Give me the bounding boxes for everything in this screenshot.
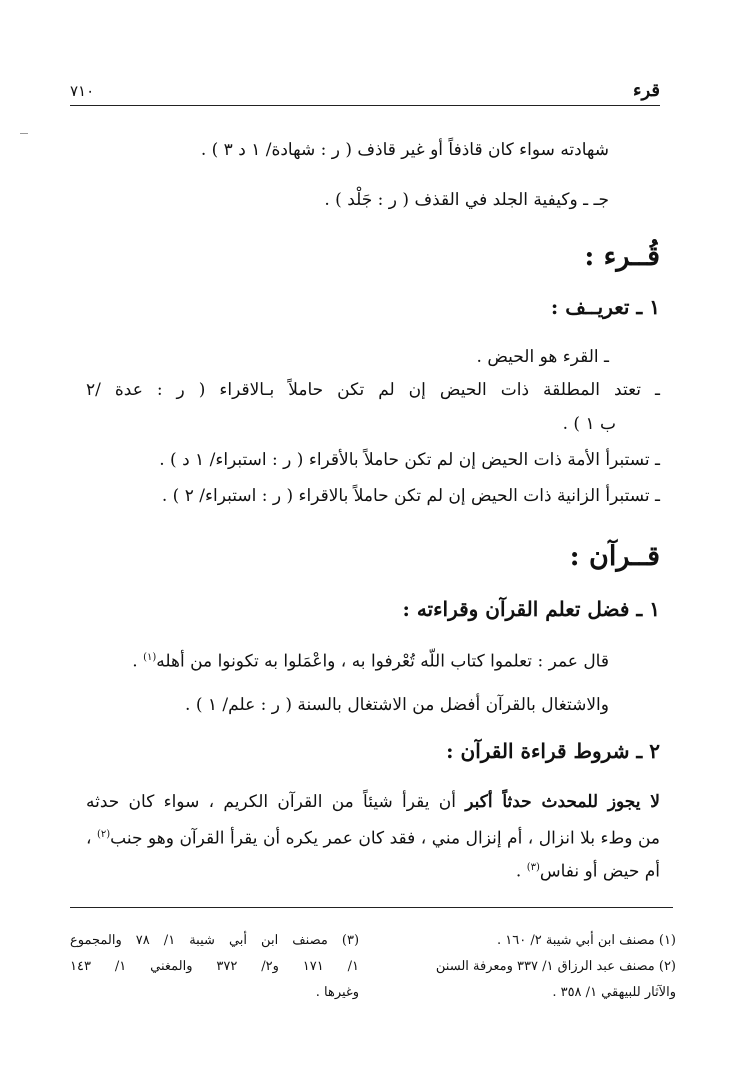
margin-mark [20,133,28,134]
footnote-2-continued: والآثار للبيهقي ١/ ٣٥٨ . [552,985,676,1000]
page-number: ٧١٠ [70,82,95,100]
footnote-2: (٢) مصنف عبد الرزاق ١/ ٣٣٧ ومعرفة السنن [435,959,676,974]
footnote-1: (١) مصنف ابن أبي شيبة ٢/ ١٦٠ . [496,933,676,948]
section-heading-conditions: ٢ ـ شروط قراءة القرآن : [446,739,660,763]
definition-item: ـ تستبرأ الزانية ذات الحيض إن لم تكن حاملاً بالاقراء ( ر : استبراء/ ٢ ) . [161,486,660,506]
body-line: لا يجوز للمحدث حدثاً أكبر أن يقرأ شيئاً من القرآن الكريم ، سواء كان حدثه [86,792,661,812]
definition-item: ـ القرء هو الحيض . [476,347,609,367]
body-line: أم حيض أو نفاس$^{(٣)}$ . [515,861,660,882]
body-line: شهادته سواء كان قاذفاً أو غير قاذف ( ر : شهادة/ ١ د ٣ ) . [200,140,609,160]
running-header [70,80,660,104]
definition-item: ـ تعتد المطلقة ذات الحيض إن لم تكن حاملاً بـالاقراء ( ر : عدة /٢ [86,380,660,400]
body-line: جـ ـ وكيفية الجلد في القذف ( ر : جَلْد ) . [324,190,609,210]
bold-phrase: لا يجوز للمحدث حدثاً أكبر [465,792,661,812]
entry-heading-qur: قُــرء : [584,241,660,272]
body-line: من وطء بلا انزال ، أم إنزال مني ، فقد كان عمر يكره أن يقرأ القرآن وهو جنب$^{(٢)}$ ، [86,828,661,849]
footnote-3-continued: وغيرها . [315,985,359,1000]
footnote-ref: (٣) [526,862,540,873]
header-entry-word: قرء [633,80,660,101]
section-heading-definition: ١ ـ تعريــف : [550,295,660,319]
footnote-ref: (٢) [96,829,111,840]
footnote-rule [70,907,673,908]
footnote-ref: (١) [143,652,157,663]
footnote-3: (٣) مصنف ابن أبي شيبة ١/ ٧٨ والمجموع [70,933,360,948]
body-line: قال عمر : تعلموا كتاب اللّه تُعْرفوا به ، واعْمَلوا به تكونوا من أهله$^{(١)}$ . [132,651,609,672]
entry-heading-quran: قــرآن : [569,541,660,572]
section-heading-virtue: ١ ـ فضل تعلم القرآن وقراءته : [402,597,660,621]
definition-item-continued: ب ١ ) . [562,414,616,434]
header-rule [70,105,660,106]
definition-item: ـ تستبرأ الأمة ذات الحيض إن لم تكن حاملاً بالأقراء ( ر : استبراء/ ١ د ) . [159,450,660,470]
body-line: والاشتغال بالقرآن أفضل من الاشتغال بالسنة ( ر : علم/ ١ ) . [185,695,609,715]
footnote-3-continued: ١/ ١٧١ و٢/ ٣٧٢ والمغني ١/ ١٤٣ [70,959,360,974]
